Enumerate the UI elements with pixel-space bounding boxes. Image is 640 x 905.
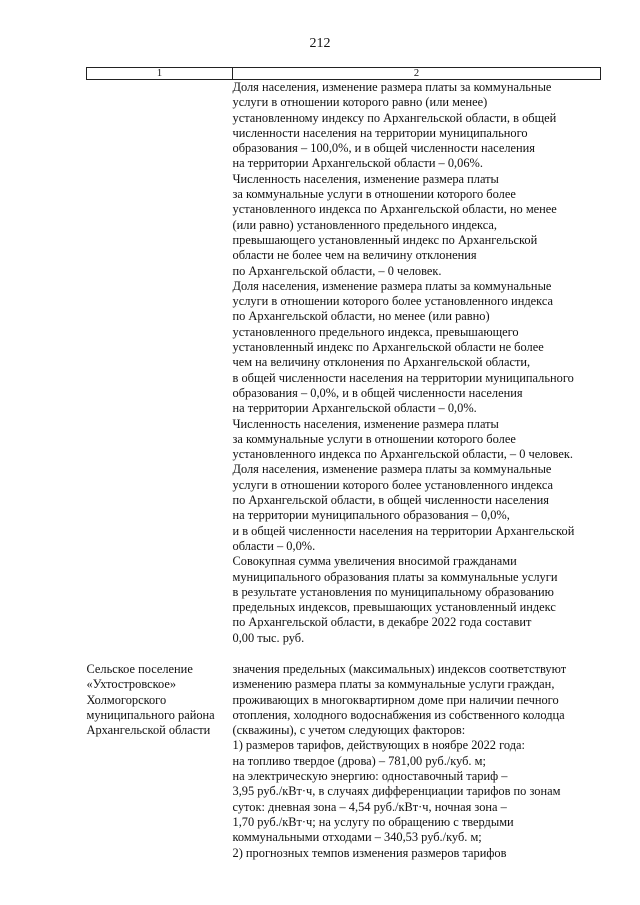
paragraph: Численность населения, изменение размера платы за коммунальные услуги в отношении которого более установленного индекса по Архангельской области, – 0 человек.: [232, 416, 574, 462]
municipality-line: «Ухтостровское»: [86, 677, 177, 692]
table-row: [87, 662, 601, 861]
table-row: [87, 80, 601, 646]
municipality-line: Сельское поселение: [86, 661, 193, 676]
row1-col2: [233, 80, 601, 646]
municipality-line: муниципального района: [86, 707, 215, 722]
municipality-line: Холмогорского: [86, 692, 167, 707]
paragraph: Доля населения, изменение размера платы за коммунальные услуги в отношении которого более установленного индекса по Архангельской области, но менее (или равно) установленного предельного индекса, превышающего установленный индекс по Архангельской области не более чем на величину отклонения по Архангельской области, в общей численности населения на территории муниципального образования – 0,0%, и в общей численности населения на территории Архангельской области – 0,0%.: [232, 278, 574, 416]
table-header-row: [87, 68, 601, 80]
document-table: [86, 67, 601, 861]
row2-col1: [87, 662, 233, 861]
paragraph: Совокупная сумма увеличения вносимой гражданами муниципального образования платы за коммунальные услуги в результате установления по муниципальному образованию предельных индексов, превышающих установленный индекс по Архангельской области, в декабре 2022 года составит 0,00 тыс. руб.: [232, 554, 558, 645]
row1-col1: [87, 80, 233, 646]
row-spacer: [87, 646, 601, 662]
paragraph: Доля населения, изменение размера платы за коммунальные услуги в отношении которого более установленного индекса по Архангельской области, в общей численности населения на территории муниципального образования – 0,0%, и в общей численности населения на территории Архангельской области – 0,0%.: [232, 462, 575, 553]
paragraph: Доля населения, изменение размера платы за коммунальные услуги в отношении которого равно (или менее) установленному индексу по Архангельской области, в общей численности населения на территории муниципального образования – 100,0%, и в общей численности населения на территории Архангельской области – 0,06%.: [232, 80, 557, 171]
paragraph: Численность населения, изменение размера платы за коммунальные услуги в отношении которого более установленного индекса по Архангельской области, но менее (или равно) установленного предельного индекса, превышающего установленный индекс по Архангельской области не более чем на величину отклонения по Архангельской области, – 0 человек.: [232, 171, 557, 278]
column-header-2: 2: [233, 68, 601, 80]
page-number: 212: [309, 36, 331, 51]
municipality-line: Архангельской области: [86, 723, 211, 738]
row2-col2: значения предельных (максимальных) индексов соответствуют изменению размера платы за коммунальные услуги граждан, проживающих в многоквартирном доме при наличии печного отопления, холодного водоснабжения из собственного колодца (скважины), с учетом следующих факторов: 1) размеров тарифов, действующих в ноябре 2022 года: на топливо твердое (дрова) – 781,00 руб./куб. м; на электрическую энергию: одноставочный тариф – 3,95 руб./кВт·ч, в случаях дифференциации тарифов по зонам суток: дневная зона – 4,54 руб./кВт·ч, ночная зона – 1,70 руб./кВт·ч; на услугу по обращению с твердыми коммунальными отходами – 340,53 руб./куб. м; 2) прогнозных темпов изменения размеров тарифов: [232, 661, 567, 860]
column-header-1: 1: [87, 68, 233, 80]
